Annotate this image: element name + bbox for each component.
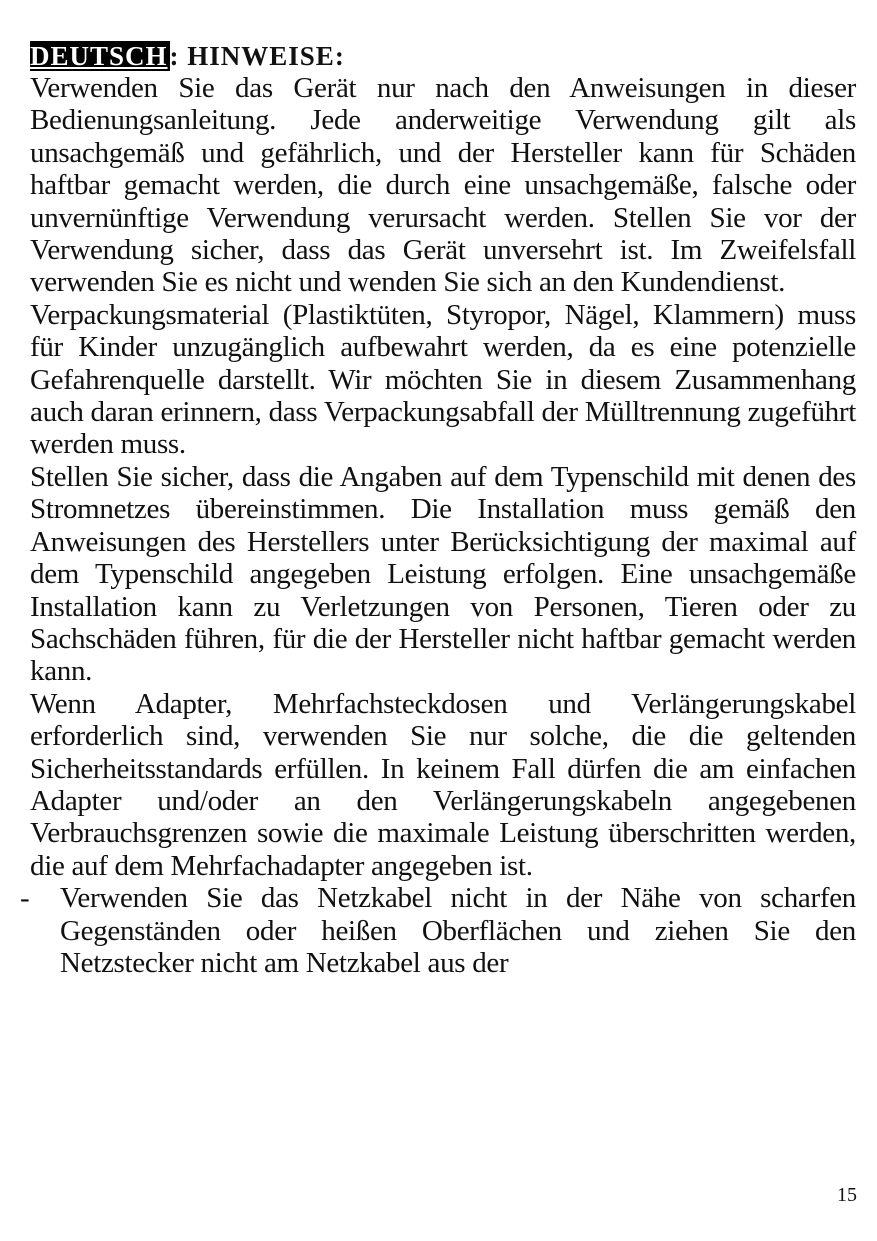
section-heading: [30, 40, 856, 72]
bullet-item-power-cord: [16, 882, 856, 979]
paragraph-adapters: Wenn Adapter, Mehrfachsteckdosen und Verlängerungskabel erforderlich sind, verwenden Sie nur solche, die die geltenden Sicherheitsstandards erfüllen. In keinem Fall dürfen die am einfachen Adapter und/oder an den Verlängerungskabeln angegebenen Verbrauchsgrenzen sowie die maximale Leistung überschritten werden, die auf dem Mehrfachadapter angegeben ist.: [30, 687, 856, 882]
paragraph-installation: Stellen Sie sicher, dass die Angaben auf dem Typenschild mit denen des Stromnetzes übereinstimmen. Die Installation muss gemäß den Anweisungen des Herstellers unter Berücksichtigung der maximal auf dem Typenschild angegeben Leistung erfolgen. Eine unsachgemäße Installation kann zu Verletzungen von Personen, Tieren oder zu Sachschäden führen, für die der Hersteller nicht haftbar gemacht werden kann.: [30, 460, 856, 688]
language-tag: DEUTSCH: [30, 41, 168, 71]
page-number: 15: [837, 1184, 857, 1206]
paragraph-packaging: Verpackungsmaterial (Plastiktüten, Styropor, Nägel, Klammern) muss für Kinder unzugänglich aufbewahrt werden, da es eine potenzielle Gefahrenquelle darstellt. Wir möchten Sie in diesem Zusammenhang auch daran erinnern, dass Verpackungsabfall der Mülltrennung zugeführt werden muss.: [30, 298, 856, 461]
bullet-text: Verwenden Sie das Netzkabel nicht in der Nähe von scharfen Gegenständen oder heißen Oberflächen und ziehen Sie den Netzstecker nicht am Netzkabel aus der: [60, 882, 856, 979]
bullet-dash: -: [20, 882, 30, 915]
paragraph-intended-use: Verwenden Sie das Gerät nur nach den Anweisungen in dieser Bedienungsanleitung. Jede anderweitige Verwendung gilt als unsachgemäß und gefährlich, und der Hersteller kann für Schäden haftbar gemacht werden, die durch eine unsachgemäße, falsche oder unvernünftige Verwendung verursacht werden. Stellen Sie vor der Verwendung sicher, dass das Gerät unversehrt ist. Im Zweifelsfall verwenden Sie es nicht und wenden Sie sich an den Kundendienst.: [30, 72, 856, 299]
heading-title: : HINWEISE:: [169, 41, 345, 71]
manual-page: [20, 40, 856, 979]
